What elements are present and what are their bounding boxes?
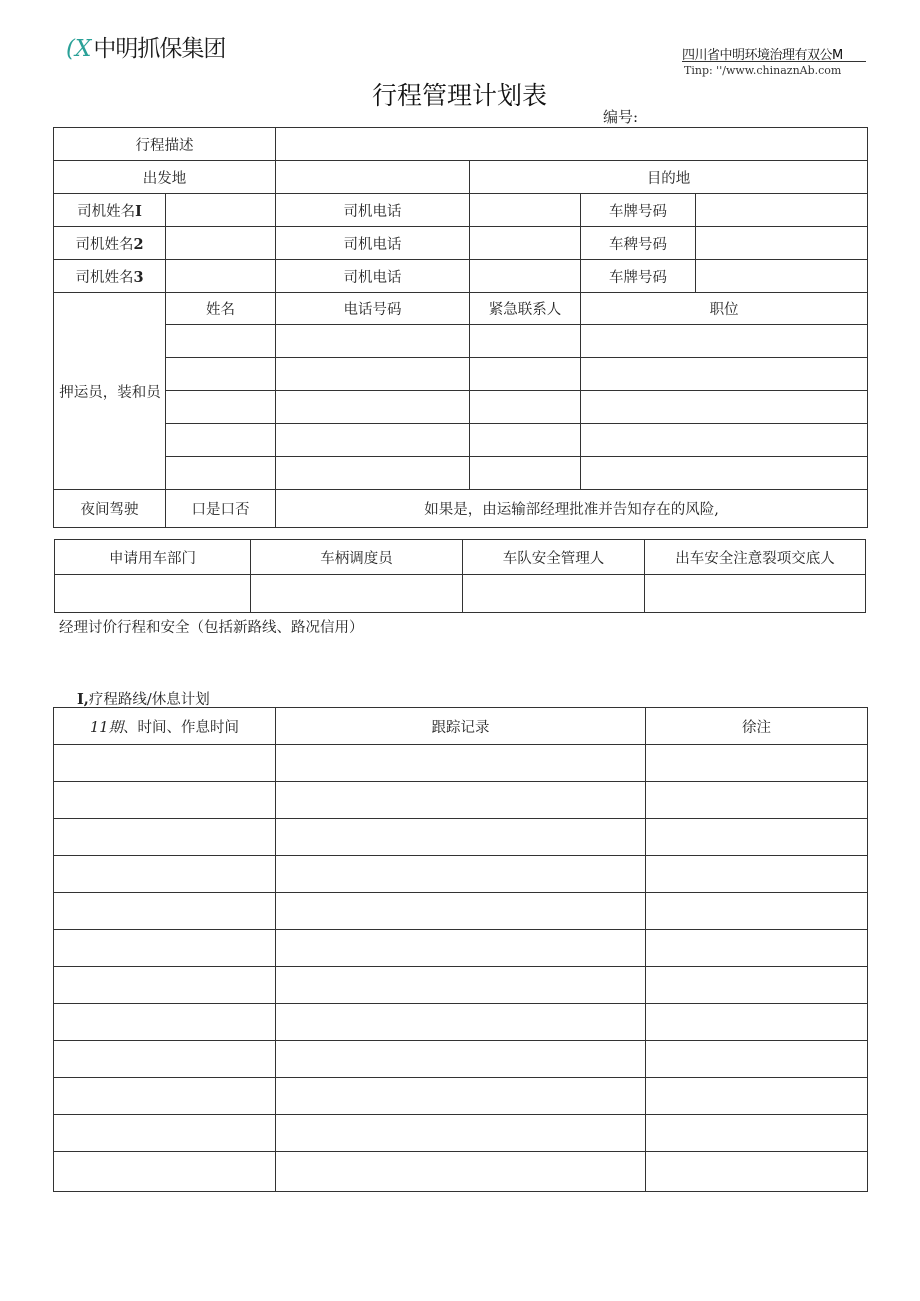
route-cell[interactable] (646, 856, 868, 893)
driver-name-label: 司机姓名2 (54, 227, 166, 260)
escort-label: 押运员，装和员 (54, 293, 166, 490)
escort-row (54, 358, 868, 391)
escort-cell[interactable] (166, 325, 276, 358)
route-cell[interactable] (646, 930, 868, 967)
route-cell[interactable] (276, 819, 646, 856)
route-cell[interactable] (276, 782, 646, 819)
escort-cell[interactable] (581, 325, 868, 358)
plate-label: 车牌号码 (581, 260, 696, 293)
driver-row (54, 194, 868, 227)
escort-col-position: 职位 (581, 293, 868, 325)
escort-cell[interactable] (276, 358, 470, 391)
route-cell[interactable] (276, 967, 646, 1004)
escort-row (54, 457, 868, 490)
route-cell[interactable] (276, 856, 646, 893)
escort-cell[interactable] (470, 325, 581, 358)
plate-input[interactable] (696, 260, 868, 293)
escort-cell[interactable] (276, 424, 470, 457)
departure-label: 出发地 (54, 161, 276, 194)
plate-label: 车稗号码 (581, 227, 696, 260)
route-row (54, 1041, 868, 1078)
approval-cell[interactable] (463, 575, 645, 613)
escort-col-phone: 电话号码 (276, 293, 470, 325)
driver-phone-input[interactable] (470, 227, 581, 260)
route-row (54, 967, 868, 1004)
header-rule (682, 61, 866, 62)
driver-name-label: 司机姓名I (54, 194, 166, 227)
approval-col-dispatcher: 车柄调度员 (251, 540, 463, 575)
route-section-title: I,疗程路线/休息计划 (77, 691, 210, 708)
escort-cell[interactable] (581, 358, 868, 391)
route-cell[interactable] (54, 1152, 276, 1192)
route-row (54, 856, 868, 893)
route-col-remarks: 徐注 (646, 708, 868, 745)
route-cell[interactable] (54, 1041, 276, 1078)
route-cell[interactable] (646, 1078, 868, 1115)
company-logo (66, 30, 225, 63)
driver-phone-input[interactable] (470, 194, 581, 227)
night-driving-note: 如果是，由运输部经理批准并告知存在的风险, (276, 490, 868, 528)
escort-cell[interactable] (581, 424, 868, 457)
route-cell[interactable] (276, 1041, 646, 1078)
approval-cell[interactable] (55, 575, 251, 613)
route-cell[interactable] (54, 1115, 276, 1152)
route-cell[interactable] (646, 1152, 868, 1192)
route-cell[interactable] (54, 1078, 276, 1115)
plate-input[interactable] (696, 227, 868, 260)
escort-row (54, 391, 868, 424)
approval-table (54, 539, 866, 613)
manager-note: 经理讨价行程和安全（包括新路线、路况信用） (59, 620, 364, 636)
escort-cell[interactable] (470, 457, 581, 490)
route-row (54, 1115, 868, 1152)
route-table (53, 707, 868, 1192)
escort-cell[interactable] (276, 325, 470, 358)
night-driving-label: 夜间驾驶 (54, 490, 166, 528)
escort-cell[interactable] (166, 424, 276, 457)
driver-phone-label: 司机电话 (276, 194, 470, 227)
driver-name-input[interactable] (166, 260, 276, 293)
route-col-tracking: 跟踪记录 (276, 708, 646, 745)
route-row (54, 930, 868, 967)
route-row (54, 819, 868, 856)
company-name: 四川省中明环境治理有双公M (682, 48, 843, 63)
route-cell[interactable] (646, 893, 868, 930)
plate-input[interactable] (696, 194, 868, 227)
logo-text: 中明抓保集团 (93, 36, 226, 62)
approval-col-briefer: 出车安全注意裂项交底人 (645, 540, 866, 575)
route-cell[interactable] (54, 893, 276, 930)
route-cell[interactable] (276, 893, 646, 930)
route-cell[interactable] (276, 1078, 646, 1115)
driver-name-label: 司机姓名3 (54, 260, 166, 293)
route-row (54, 782, 868, 819)
route-cell[interactable] (54, 819, 276, 856)
escort-cell[interactable] (166, 391, 276, 424)
route-cell[interactable] (54, 856, 276, 893)
escort-cell[interactable] (276, 391, 470, 424)
route-cell[interactable] (646, 782, 868, 819)
driver-name-input[interactable] (166, 227, 276, 260)
route-cell[interactable] (646, 1115, 868, 1152)
route-cell[interactable] (54, 1004, 276, 1041)
escort-cell[interactable] (166, 358, 276, 391)
description-label: 行程描述 (54, 128, 276, 161)
route-cell[interactable] (54, 745, 276, 782)
departure-input[interactable] (276, 161, 470, 194)
driver-row (54, 227, 868, 260)
escort-cell[interactable] (581, 457, 868, 490)
serial-label: 编号: (603, 108, 639, 126)
description-input[interactable] (276, 128, 868, 161)
route-row (54, 745, 868, 782)
destination-label: 目的地 (470, 161, 868, 194)
escort-cell[interactable] (470, 391, 581, 424)
route-cell[interactable] (646, 967, 868, 1004)
route-cell[interactable] (54, 930, 276, 967)
escort-col-emergency: 紧急联系人 (470, 293, 581, 325)
plate-label: 车牌号码 (581, 194, 696, 227)
approval-cell[interactable] (251, 575, 463, 613)
page-title: 行程管理计划表 (372, 81, 548, 110)
route-cell[interactable] (54, 967, 276, 1004)
company-website: Tinp: ''/www.chinaznAb.com (684, 64, 842, 77)
escort-cell[interactable] (470, 358, 581, 391)
escort-row (54, 325, 868, 358)
driver-phone-input[interactable] (470, 260, 581, 293)
logo-mark: (X (66, 36, 92, 62)
route-col-date: 11期、时间、作息时间 (54, 708, 276, 745)
approval-cell[interactable] (645, 575, 866, 613)
escort-cell[interactable] (166, 457, 276, 490)
escort-cell[interactable] (470, 424, 581, 457)
route-row (54, 1004, 868, 1041)
driver-phone-label: 司机电话 (276, 260, 470, 293)
route-cell[interactable] (54, 782, 276, 819)
route-row (54, 1152, 868, 1192)
escort-cell[interactable] (581, 391, 868, 424)
route-row (54, 893, 868, 930)
escort-cell[interactable] (276, 457, 470, 490)
route-cell[interactable] (276, 1152, 646, 1192)
route-cell[interactable] (276, 745, 646, 782)
approval-col-dept: 申请用车部门 (55, 540, 251, 575)
route-cell[interactable] (646, 1004, 868, 1041)
night-driving-options[interactable]: 口是口否 (166, 490, 276, 528)
route-cell[interactable] (646, 819, 868, 856)
driver-name-input[interactable] (166, 194, 276, 227)
escort-col-name: 姓名 (166, 293, 276, 325)
approval-col-safety: 车队安全管理人 (463, 540, 645, 575)
route-cell[interactable] (646, 745, 868, 782)
driver-row (54, 260, 868, 293)
route-cell[interactable] (646, 1041, 868, 1078)
trip-table (53, 127, 868, 528)
route-row (54, 1078, 868, 1115)
route-cell[interactable] (276, 930, 646, 967)
route-cell[interactable] (276, 1004, 646, 1041)
driver-phone-label: 司机电话 (276, 227, 470, 260)
escort-row (54, 424, 868, 457)
route-cell[interactable] (276, 1115, 646, 1152)
